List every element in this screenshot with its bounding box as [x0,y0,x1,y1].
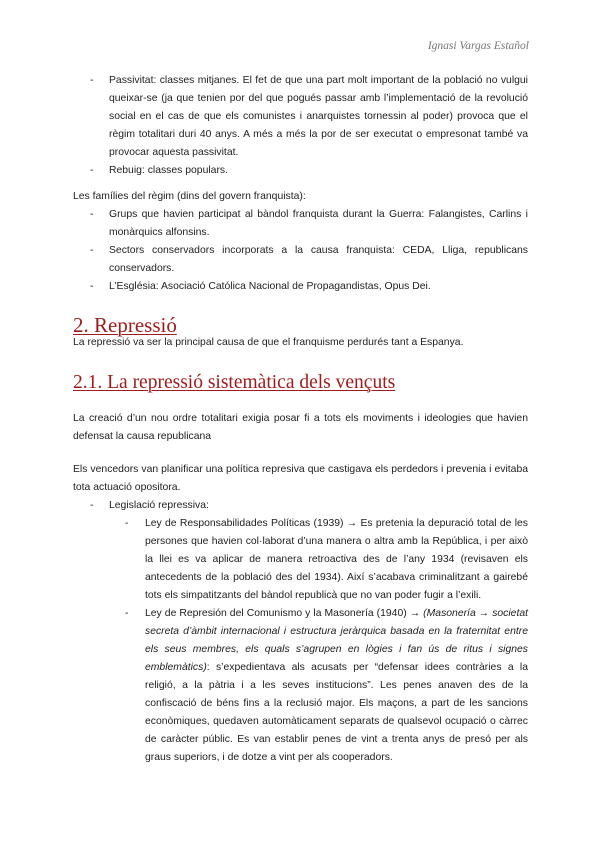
families-section [73,188,528,296]
families-intro: Les famílies del règim (dins del govern franquista): [73,191,306,202]
attitudes-list [73,72,528,180]
law-item: - Ley de Responsabilidades Políticas (1939) → Es pretenia la depuració total de les persones que havien col·laborat d’una manera o altra amb la República, i per això la llei es va aplicar de manera retroactiva des de l’any 1934 (revisaven els antecedents de la població des del 1934). Així s’acabava criminalitzant a gairebé tots els simpatitzants del bàndol republicà que no van poder fugir a l’exili. [109,515,528,605]
law-item [109,605,528,767]
page-header-author: Ignasi Vargas Estañol [427,40,529,52]
list-item-rebuig: - Rebuig: classes populars. [73,162,528,180]
section-title-repressio: 2. Repressió [73,313,177,337]
section-title-repressio-sistematica: 2.1. La repressió sistemàtica dels vençuts [73,372,396,393]
list-item-passivitat: - Passivitat: classes mitjanes. El fet de que una part molt important de la població no vulgui queixar-se (ja que tenien por del que pogués passar amb l’implementació de la revolució social en el cas de que els comunistes i anarquistes tornessin al poder) provoca que el règim totalitari duri 40 anys. A més a més la por de ser executat o empresonat també va provocar aquesta passivitat. [73,72,528,162]
list-item-family: - L’Església: Asociació Católica Nacional de Propagandistas, Opus Dei. [73,278,528,296]
repression-section [73,461,528,767]
legislation-label: Legislació repressiva: [109,500,209,511]
law-lead: Ley de Represión del Comunismo y la Masonería (1940) → [145,608,424,619]
law-text: : s’expedientava als acusats per “defensar idees contràries a la religió, a la pàtria i a les seves institucions”. Les penes anaven des de la confiscació de béns fins a la reclusió major. Els maçons, a part de les sancions econòmiques, quedaven automàticament separats de qualsevol ocupació o càrrec de caràcter públic. Es van establir penes de vint a trenta anys de presó per als graus superiors, i de dotze a vint per als cooperadors. [145,662,528,763]
paragraph: Els vencedors van planificar una política represiva que castigava els perdedors i prevenia i evitaba tota actuació opositora. [73,464,528,493]
list-item-family: - Sectors conservadors incorporats a la causa franquista: CEDA, Lliga, republicans conservadors. [73,242,528,278]
law-definition: (Masonería → societat secreta d’àmbit internacional i estructura jeràrquica basada en la fraternitat entre els seus membres, els quals s’agrupen en lògies i fan ús de ritus i signes emblemàtics) [145,608,529,673]
list-item-legislation [73,497,528,767]
list-item-family: - Grups que havien participat al bàndol franquista durant la Guerra: Falangistes, Carlins i monàrquics alfonsins. [73,206,528,242]
section-intro: La repressió va ser la principal causa de que el franquisme perdurés tant a Espanya. [73,337,464,348]
paragraph: La creació d’un nou ordre totalitari exigia posar fi a tots els moviments i ideologies que havien defensat la causa republicana [73,413,528,442]
